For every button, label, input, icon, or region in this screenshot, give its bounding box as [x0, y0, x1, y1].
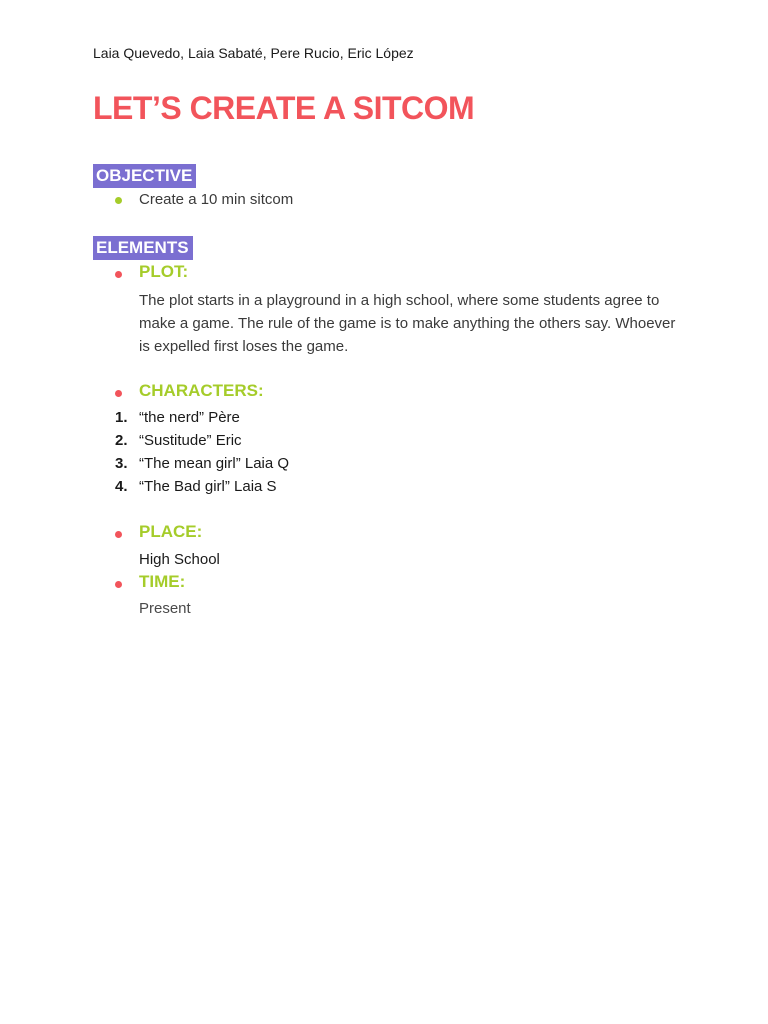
bullet-dot-icon: [115, 271, 122, 278]
objective-label: OBJECTIVE: [93, 164, 196, 188]
elements-label: ELEMENTS: [93, 236, 193, 260]
list-number: 3.: [115, 455, 128, 472]
place-text: High School: [139, 551, 220, 568]
time-heading: TIME:: [139, 572, 186, 591]
bullet-dot-icon: [115, 581, 122, 588]
time-text: Present: [139, 600, 191, 617]
character-name: “The mean girl” Laia Q: [139, 455, 290, 472]
place-heading: PLACE:: [139, 522, 203, 541]
objective-item-text: Create a 10 min sitcom: [139, 191, 294, 208]
character-name: “the nerd” Père: [139, 409, 240, 426]
document-title: LET’S CREATE A SITCOM: [93, 90, 475, 126]
authors-line: Laia Quevedo, Laia Sabaté, Pere Rucio, Eric López: [93, 45, 414, 61]
bullet-dot-icon: [115, 197, 122, 204]
list-number: 4.: [115, 478, 128, 495]
characters-heading: CHARACTERS:: [139, 381, 264, 400]
plot-heading: PLOT:: [139, 262, 189, 281]
character-name: “Sustitude” Eric: [139, 432, 242, 449]
list-number: 1.: [115, 409, 128, 426]
bullet-dot-icon: [115, 531, 122, 538]
bullet-dot-icon: [115, 390, 122, 397]
character-name: “The Bad girl” Laia S: [139, 478, 277, 495]
plot-paragraph: The plot starts in a playground in a high school, where some students agree to make a game. The rule of the game is to make anything the others say. Whoever is expelled first loses the game.: [139, 292, 676, 355]
list-number: 2.: [115, 432, 128, 449]
